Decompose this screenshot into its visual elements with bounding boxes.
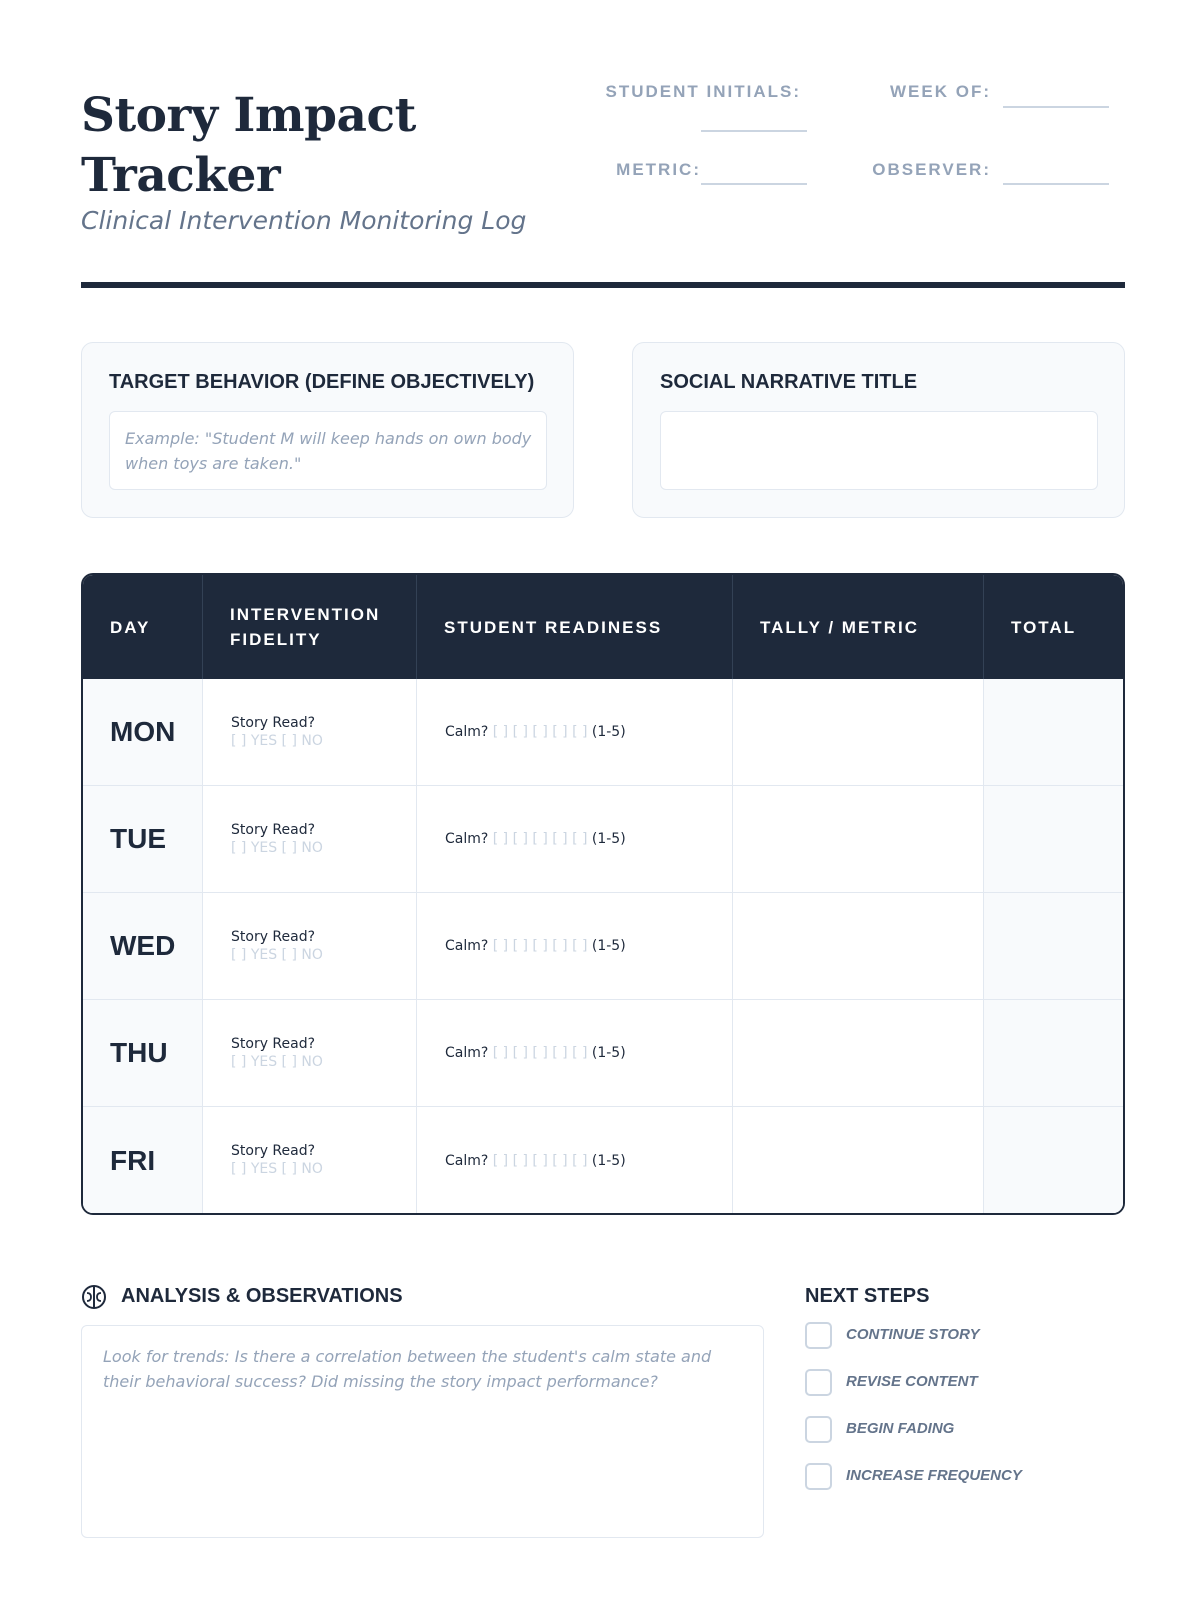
fidelity-cell[interactable] (203, 786, 417, 892)
readiness-line (445, 938, 626, 954)
step-label: REVISE CONTENT (846, 1373, 978, 1390)
fidelity-question: Story Read? (231, 1143, 316, 1159)
day-cell (83, 786, 203, 892)
target-behavior-card (81, 342, 574, 518)
metric-field[interactable] (701, 183, 807, 185)
total-cell[interactable] (984, 1000, 1125, 1106)
day-cell (83, 679, 203, 785)
day-cell (83, 1000, 203, 1106)
checkbox[interactable] (805, 1463, 832, 1490)
step-label: INCREASE FREQUENCY (846, 1467, 1022, 1484)
observer-label: OBSERVER: (872, 160, 991, 179)
day-label: WED (110, 930, 176, 961)
next-steps-title: NEXT STEPS (805, 1285, 930, 1307)
tally-cell[interactable] (733, 893, 984, 999)
step-label: BEGIN FADING (846, 1420, 955, 1437)
social-narrative-card (632, 342, 1125, 518)
page-title (81, 86, 416, 206)
readiness-scale: (1-5) (591, 1152, 626, 1169)
readiness-line (445, 1153, 626, 1169)
checkbox[interactable] (805, 1416, 832, 1443)
title-line-2: Tracker (81, 148, 281, 203)
fidelity-question: Story Read? (231, 1036, 316, 1052)
fidelity-options[interactable]: [ ] YES [ ] NO (231, 947, 323, 963)
tally-cell[interactable] (733, 1107, 984, 1214)
table-row (83, 679, 1123, 786)
header-intervention-fidelity (203, 575, 417, 679)
day-label: FRI (110, 1144, 156, 1176)
checkbox[interactable] (805, 1369, 832, 1396)
student-initials-label: STUDENT INITIALS: (605, 82, 801, 101)
fidelity-options[interactable]: [ ] YES [ ] NO (231, 840, 323, 856)
fidelity-options[interactable]: [ ] YES [ ] NO (231, 1161, 323, 1177)
readiness-boxes[interactable]: [ ] [ ] [ ] [ ] [ ] (492, 831, 588, 847)
fidelity-cell[interactable] (203, 1107, 417, 1214)
target-behavior-placeholder: Example: "Student M will keep hands on own body when toys are taken." (125, 429, 532, 473)
fidelity-cell[interactable] (203, 679, 417, 785)
analysis-input[interactable] (81, 1325, 764, 1538)
tracking-table (81, 573, 1125, 1215)
total-cell[interactable] (984, 679, 1125, 785)
total-cell[interactable] (984, 1107, 1125, 1214)
metric-label: METRIC: (616, 160, 701, 179)
readiness-line (445, 724, 626, 740)
day-label: THU (110, 1037, 168, 1068)
total-cell[interactable] (984, 893, 1125, 999)
fidelity-cell[interactable] (203, 1000, 417, 1106)
header-total: TOTAL (1011, 617, 1077, 637)
target-behavior-label: TARGET BEHAVIOR (DEFINE OBJECTIVELY) (109, 371, 535, 393)
tally-cell[interactable] (733, 679, 984, 785)
header-student-readiness: STUDENT READINESS (417, 575, 733, 679)
readiness-question: Calm? (445, 1045, 489, 1061)
checkbox[interactable] (805, 1322, 832, 1349)
student-initials-field[interactable] (701, 130, 807, 132)
table-row (83, 893, 1123, 1000)
target-behavior-input[interactable] (109, 411, 547, 490)
fidelity-question: Story Read? (231, 822, 316, 838)
week-of-label: WEEK OF: (890, 82, 991, 101)
day-label: TUE (110, 823, 166, 854)
day-cell (83, 1107, 203, 1214)
fidelity-cell[interactable] (203, 893, 417, 999)
fidelity-question: Story Read? (231, 929, 316, 945)
readiness-question: Calm? (445, 1152, 489, 1169)
step-label: CONTINUE STORY (846, 1326, 980, 1343)
readiness-line (445, 831, 626, 847)
table-row (83, 786, 1123, 893)
header-tally-metric: TALLY / METRIC (733, 575, 984, 679)
readiness-line (445, 1045, 626, 1061)
readiness-scale: (1-5) (591, 724, 626, 740)
day-cell (83, 893, 203, 999)
fidelity-options[interactable]: [ ] YES [ ] NO (231, 733, 323, 749)
observer-field[interactable] (1003, 183, 1109, 185)
fidelity-options[interactable]: [ ] YES [ ] NO (231, 1054, 323, 1070)
header-fidelity-line-2: FIDELITY (230, 630, 322, 649)
brain-icon (81, 1284, 107, 1310)
readiness-boxes[interactable]: [ ] [ ] [ ] [ ] [ ] (492, 724, 588, 740)
readiness-question: Calm? (445, 724, 489, 740)
analysis-placeholder: Look for trends: Is there a correlation between the student's calm state and their behavioral success? Did missing the story impact performance? (103, 1347, 712, 1391)
readiness-cell[interactable] (417, 1107, 733, 1214)
day-label: MON (110, 716, 176, 747)
analysis-title: ANALYSIS & OBSERVATIONS (121, 1285, 403, 1307)
tally-cell[interactable] (733, 1000, 984, 1106)
page-header (81, 80, 1125, 290)
readiness-question: Calm? (445, 831, 489, 847)
readiness-boxes[interactable]: [ ] [ ] [ ] [ ] [ ] (492, 1045, 588, 1061)
readiness-scale: (1-5) (591, 831, 626, 847)
social-narrative-label: SOCIAL NARRATIVE TITLE (660, 371, 918, 393)
readiness-cell[interactable] (417, 1000, 733, 1106)
table-header (83, 575, 1123, 679)
header-day: DAY (83, 575, 203, 679)
readiness-cell[interactable] (417, 786, 733, 892)
readiness-cell[interactable] (417, 893, 733, 999)
header-divider (81, 282, 1125, 288)
page-subtitle: Clinical Intervention Monitoring Log (81, 206, 527, 235)
readiness-question: Calm? (445, 938, 489, 954)
readiness-cell[interactable] (417, 679, 733, 785)
tally-cell[interactable] (733, 786, 984, 892)
readiness-boxes[interactable]: [ ] [ ] [ ] [ ] [ ] (492, 1152, 588, 1169)
header-fidelity-line-1: INTERVENTION (230, 605, 381, 624)
week-of-field[interactable] (1003, 106, 1109, 108)
table-row (83, 1000, 1123, 1107)
title-line-1: Story Impact (81, 88, 416, 143)
social-narrative-input[interactable] (660, 411, 1098, 490)
total-cell[interactable] (984, 786, 1125, 892)
table-row (83, 1107, 1123, 1214)
readiness-boxes[interactable]: [ ] [ ] [ ] [ ] [ ] (492, 938, 588, 954)
readiness-scale: (1-5) (591, 1045, 626, 1061)
readiness-scale: (1-5) (591, 938, 626, 954)
fidelity-question: Story Read? (231, 715, 316, 731)
